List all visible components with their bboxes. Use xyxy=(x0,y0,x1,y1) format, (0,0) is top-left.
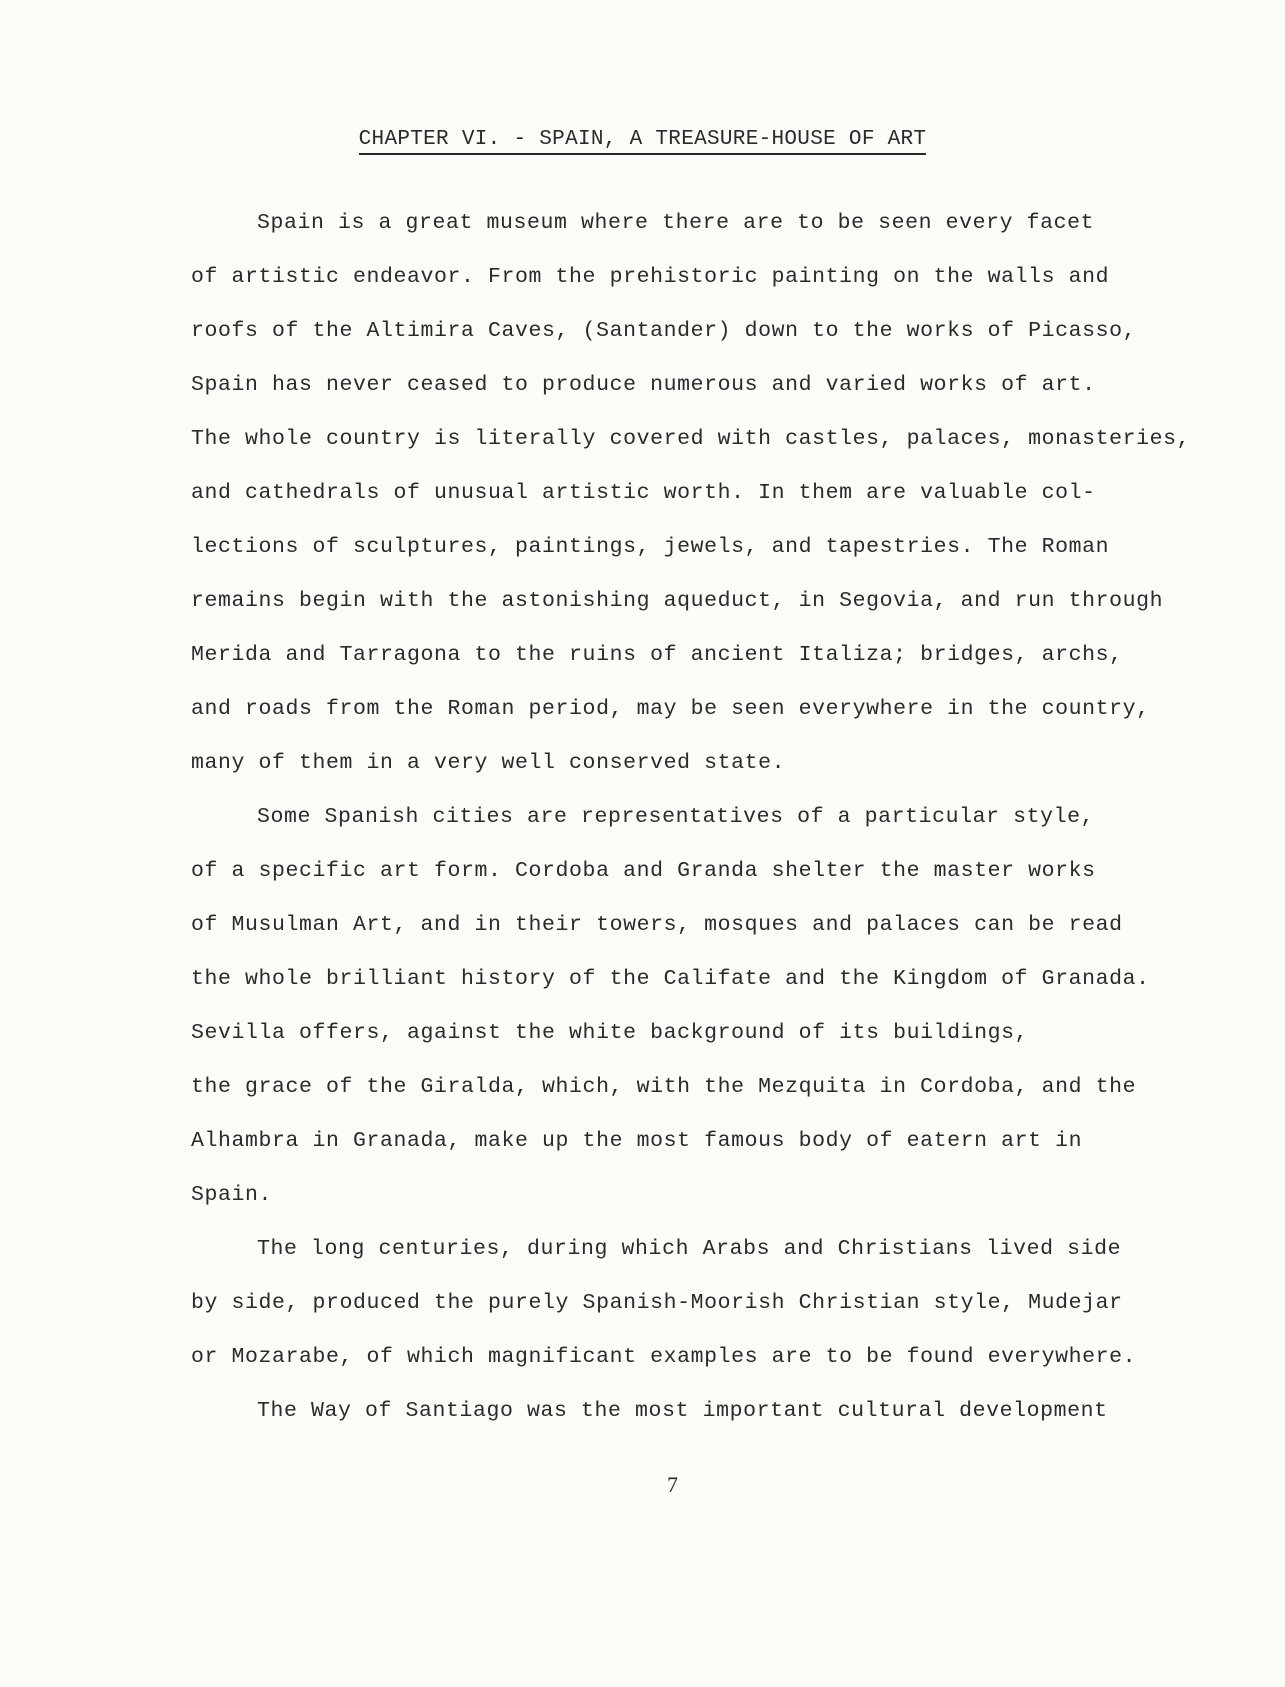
text-line-14: of Musulman Art, and in their towers, mosques and palaces can be read xyxy=(191,913,1123,937)
text-line-22: or Mozarabe, of which magnificant examples are to be found everywhere. xyxy=(191,1345,1137,1369)
text-line-1: Spain is a great museum where there are to be seen every facet xyxy=(257,211,1095,235)
text-line-19: Spain. xyxy=(191,1183,273,1207)
text-line-16: Sevilla offers, against the white background of its buildings, xyxy=(191,1021,1029,1045)
text-line-13: of a specific art form. Cordoba and Granda shelter the master works xyxy=(191,859,1096,883)
text-line-12: Some Spanish cities are representatives of a particular style, xyxy=(257,805,1095,829)
text-line-17: the grace of the Giralda, which, with the Mezquita in Cordoba, and the xyxy=(191,1075,1137,1099)
text-line-11: many of them in a very well conserved state. xyxy=(191,751,786,775)
text-line-9: Merida and Tarragona to the ruins of ancient Italiza; bridges, archs, xyxy=(191,643,1123,667)
text-line-2: of artistic endeavor. From the prehistoric painting on the walls and xyxy=(191,265,1110,289)
text-line-7: lections of sculptures, paintings, jewels, and tapestries. The Roman xyxy=(191,535,1110,559)
text-line-3: roofs of the Altimira Caves, (Santander) down to the works of Picasso, xyxy=(191,319,1137,343)
text-line-21: by side, produced the purely Spanish-Moorish Christian style, Mudejar xyxy=(191,1291,1123,1315)
text-line-10: and roads from the Roman period, may be seen everywhere in the country, xyxy=(191,697,1150,721)
text-line-8: remains begin with the astonishing aqueduct, in Segovia, and run through xyxy=(191,589,1164,613)
page-number: 7 xyxy=(667,1472,678,1497)
chapter-title: CHAPTER VI. - SPAIN, A TREASURE-HOUSE OF ART xyxy=(0,126,1285,154)
text-line-20: The long centuries, during which Arabs and Christians lived side xyxy=(257,1237,1122,1261)
text-line-18: Alhambra in Granada, make up the most famous body of eatern art in xyxy=(191,1129,1083,1153)
text-line-15: the whole brilliant history of the Califate and the Kingdom of Granada. xyxy=(191,967,1150,991)
text-line-5: The whole country is literally covered with castles, palaces, monasteries, xyxy=(191,427,1191,451)
text-line-23: The Way of Santiago was the most important cultural development xyxy=(257,1399,1108,1423)
text-line-4: Spain has never ceased to produce numerous and varied works of art. xyxy=(191,373,1096,397)
text-line-6: and cathedrals of unusual artistic worth. In them are valuable col- xyxy=(191,481,1096,505)
